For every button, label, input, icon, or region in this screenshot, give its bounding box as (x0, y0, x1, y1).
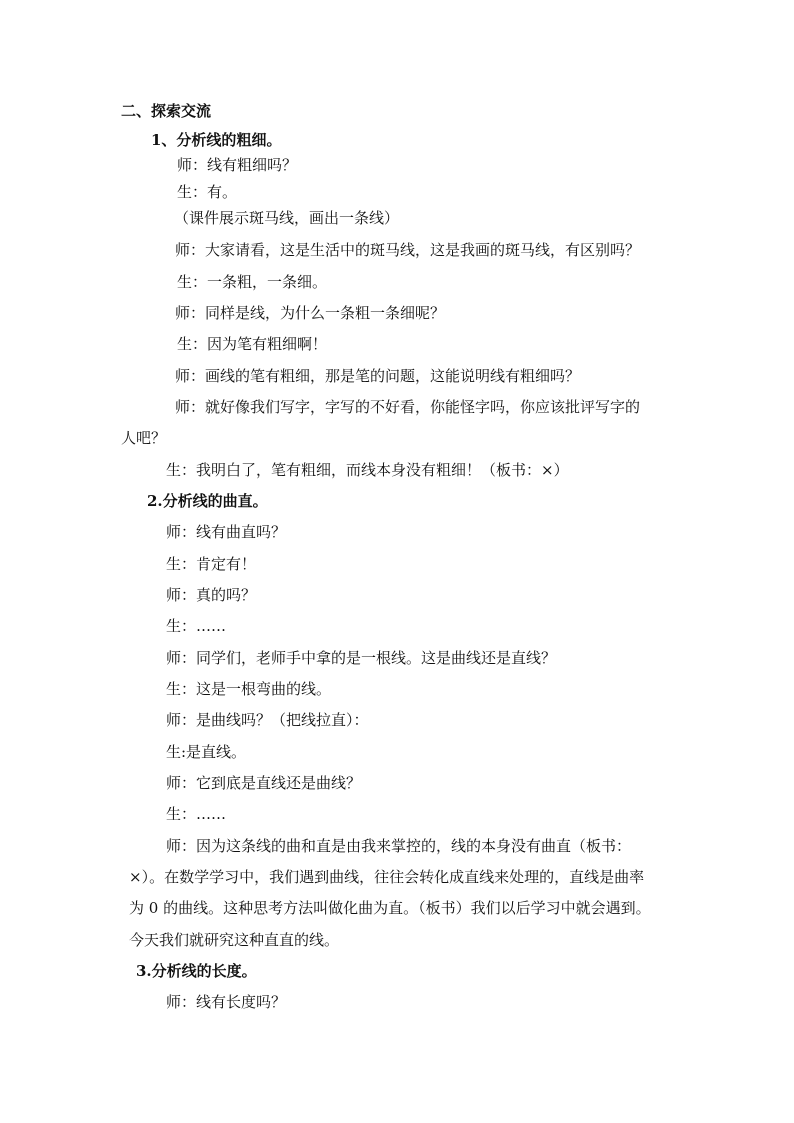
dialogue-line: 生：我明白了，笔有粗细，而线本身没有粗细！（板书：×） (166, 461, 569, 479)
dialogue-line: 师：就好像我们写字，字写的不好看，你能怪字吗，你应该批评写字的 (175, 398, 641, 416)
dialogue-line: 师：同学们，老师手中拿的是一根线。这是曲线还是直线？ (166, 649, 557, 667)
dialogue-line: 师：线有粗细吗？ (177, 156, 298, 174)
dialogue-line: 人吧？ (121, 429, 167, 447)
part-1-heading: 1、分析线的粗细。 (151, 131, 282, 149)
dialogue-line: 生：一条粗，一条细。 (177, 273, 328, 291)
part-2-heading: 2.分析线的曲直。 (147, 492, 268, 510)
dialogue-line: 师：画线的笔有粗细，那是笔的问题，这能说明线有粗细吗？ (175, 367, 581, 385)
dialogue-line: 师：同样是线，为什么一条粗一条细呢？ (175, 304, 446, 322)
dialogue-line: 生：因为笔有粗细啊！ (177, 335, 328, 353)
dialogue-line: 生：这是一根弯曲的线。 (166, 680, 332, 698)
dialogue-line: 生：有。 (177, 183, 238, 201)
dialogue-line: 师：它到底是直线还是曲线？ (166, 774, 362, 792)
dialogue-line: 生：…… (166, 805, 227, 823)
dialogue-line: 今天我们就研究这种直直的线。 (129, 931, 340, 949)
dialogue-line: 师：是曲线吗？（把线拉直）： (166, 711, 369, 729)
part-3-heading: 3.分析线的长度。 (136, 962, 257, 980)
dialogue-line: 生:是直线。 (166, 743, 247, 761)
dialogue-line: 师：大家请看，这是生活中的斑马线，这是我画的斑马线，有区别吗？ (175, 241, 641, 259)
dialogue-line: 师：线有长度吗？ (166, 993, 287, 1011)
dialogue-line: 生：…… (166, 617, 227, 635)
dialogue-line: 生：肯定有！ (166, 555, 257, 573)
dialogue-line: 师：因为这条线的曲和直是由我来掌控的，线的本身没有曲直（板书： (166, 837, 632, 855)
dialogue-line: 为 0 的曲线。这种思考方法叫做化曲为直。（板书）我们以后学习中就会遇到。 (129, 899, 651, 917)
dialogue-line: 师：真的吗？ (166, 586, 257, 604)
section-title: 二、探索交流 (121, 102, 212, 120)
dialogue-line: ×）。在数学学习中，我们遇到曲线，往往会转化成直线来处理的，直线是曲率 (129, 868, 645, 886)
dialogue-line: （课件展示斑马线，画出一条线） (174, 209, 400, 227)
dialogue-line: 师：线有曲直吗？ (166, 523, 287, 541)
